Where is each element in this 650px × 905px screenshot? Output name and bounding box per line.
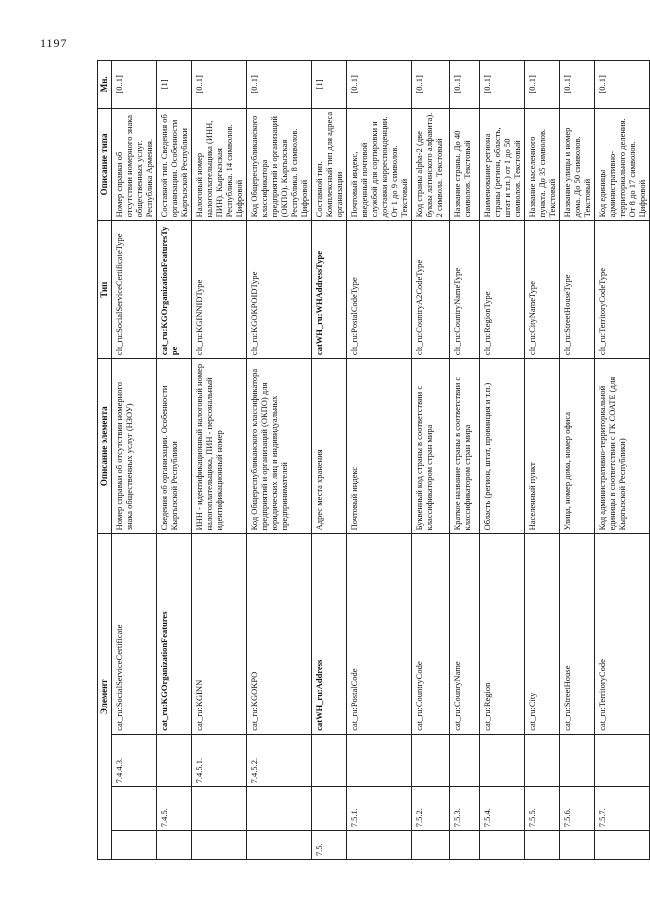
element-description: Сведения об организации. Особенности Кыргызской Республики [156,359,191,534]
type-name: catWH_ru:WHAddressType [311,221,346,359]
number-level-1 [560,831,595,860]
table-row [595,61,650,860]
type-name: clt_ru:CityNameType [525,221,560,359]
element-description: Код административно-территориальной единицы в соответствии с ГК СОАТЕ (для Кыргызской Республики) [595,359,650,534]
element-description: Код Общереспубликанского классификатора предприятий и организаций (ОКПО) для юридических лиц и индивидуальных предпринимателей [246,359,311,534]
table-row [156,61,191,860]
number-level-3: 7.4.5.2. [246,734,311,787]
multiplicity: [0..1] [191,61,246,109]
number-level-2 [246,787,311,831]
type-description: Код страны alpha-2 (две буквы латинского алфавита). 2 символа. Текстовый [412,108,450,221]
element-description: ИНН - идентификационный налоговый номер налогоплательщика, ПИН - персональный идентификационный номер [191,359,246,534]
number-level-1 [525,831,560,860]
number-level-3: 7.4.4.3. [111,734,156,787]
number-level-1 [595,831,650,860]
element-description: Населенный пункт [525,359,560,534]
number-level-3 [311,734,346,787]
element-description: Буквенный код страны в соответствии с классификатором стран мира [412,359,450,534]
table-row [560,61,595,860]
multiplicity: [0..1] [246,61,311,109]
type-name: clt_ru:KGINNIDType [191,221,246,359]
table-row [480,61,525,860]
number-level-3 [156,734,191,787]
element-name: cat_ru:PostalCode [346,534,411,734]
type-description: Составной тип. Сведения об организации. Особенности Кыргызской Республики [156,108,191,221]
number-level-2: 7.5.3. [450,787,480,831]
number-level-3 [480,734,525,787]
type-description: Почтовый индекс, введенный почтовой службой для сортировки и доставки корреспонденции. От 1 до 9 символов. Текстовый [346,108,411,221]
element-name: cat_ru:TerritoryCode [595,534,650,734]
table-row [450,61,480,860]
page-number: 1197 [40,36,68,50]
table-row [346,61,411,860]
multiplicity: [0..1] [346,61,411,109]
number-level-3 [525,734,560,787]
header-multiplicity: Мн. [98,61,112,109]
number-level-2 [191,787,246,831]
multiplicity: [0..1] [480,61,525,109]
element-name: cat_ru:City [525,534,560,734]
element-table [97,60,650,860]
element-name: catWH_ru:Address [311,534,346,734]
type-name: clt_ru:SocialServiceCertificateType [111,221,156,359]
type-name: clt_ru:KGOKPOIDType [246,221,311,359]
header-type-description: Описание типа [98,108,112,221]
number-level-1 [480,831,525,860]
element-name: cat_ru:KGOrganizationFeatures [156,534,191,734]
table-row [246,61,311,860]
type-description: Составной тип. Комплексный тип для адреса организации [311,108,346,221]
number-level-2: 7.4.5. [156,787,191,831]
number-level-2: 7.5.5. [525,787,560,831]
type-name: clt_ru:TerritoryCodeType [595,221,650,359]
table-header-row [98,61,112,860]
header-element-description: Описание элемента [98,359,112,534]
number-level-3 [595,734,650,787]
element-name: cat_ru:StreetHouse [560,534,595,734]
number-level-2: 7.5.2. [412,787,450,831]
type-description: Название страны. До 40 символов. Текстовый [450,108,480,221]
number-level-1 [191,831,246,860]
header-element: Элемент [98,534,112,860]
type-description: Название населенного пункта. До 35 символов. Текстовый [525,108,560,221]
element-name: cat_ru:CounryName [450,534,480,734]
type-description: Код Общереспубликанского классификатора предприятий и организаций (ОКПО). Кыргызская Республика. 8 символов. Цифровой [246,108,311,221]
multiplicity: [0..1] [111,61,156,109]
multiplicity: [0..1] [450,61,480,109]
number-level-3 [412,734,450,787]
type-description: Номер справки об отсутствии номерного знака общественных услуг. Республика Армения. [111,108,156,221]
type-description: Код единицы административно-территориального деления. От 8 до 17 символов. Цифровой [595,108,650,221]
number-level-2 [311,787,346,831]
number-level-1 [156,831,191,860]
number-level-1 [412,831,450,860]
number-level-3 [560,734,595,787]
multiplicity: [0..1] [525,61,560,109]
number-level-3 [450,734,480,787]
element-description: Область (регион, штат, провинция и т.п.) [480,359,525,534]
type-name: clt_ru:PostalCodeType [346,221,411,359]
number-level-2 [111,787,156,831]
multiplicity: [0..1] [560,61,595,109]
element-description: Адрес места хранения [311,359,346,534]
element-description: Краткое название страны в соответствии с классификатором стран мира [450,359,480,534]
table-row [412,61,450,860]
number-level-1: 7.5. [311,831,346,860]
type-name: clt_ru:CountryNameType [450,221,480,359]
element-name: cat_ru:CountryCode [412,534,450,734]
table-row [525,61,560,860]
table-row [111,61,156,860]
number-level-1 [346,831,411,860]
multiplicity: [0..1] [595,61,650,109]
number-level-3 [346,734,411,787]
type-description: Название улицы и номер дома. До 50 символов. Текстовый [560,108,595,221]
multiplicity: [0..1] [412,61,450,109]
multiplicity: [1] [311,61,346,109]
element-name: cat_ru:KGINN [191,534,246,734]
type-name: clt_ru:StreetHouseType [560,221,595,359]
element-name: cat_ru:SocialServiceCertificate [111,534,156,734]
type-name: clt_ru:RegionType [480,221,525,359]
number-level-2: 7.5.7. [595,787,650,831]
element-description: Почтовый индекс [346,359,411,534]
number-level-2: 7.5.4. [480,787,525,831]
type-description: Налоговый номер налогоплательщика (ИНН, ПИН). Кыргызская Республика. 14 символов. Цифровой [191,108,246,221]
element-name: cat_ru:Region [480,534,525,734]
number-level-1 [450,831,480,860]
table-row [311,61,346,860]
number-level-1 [246,831,311,860]
element-description: Номер справки об отсутствии номерного знака общественных услуг (НЗОУ) [111,359,156,534]
number-level-1 [111,831,156,860]
element-description: Улица, номер дома, номер офиса [560,359,595,534]
type-description: Наименование региона страны (регион, область, штат и т.п.) от 1 до 50 символов. Текстовый [480,108,525,221]
type-name: clt_ru:CountryA2CodeType [412,221,450,359]
number-level-2: 7.5.6. [560,787,595,831]
element-name: cat_ru:KGOKPO [246,534,311,734]
number-level-3: 7.4.5.1. [191,734,246,787]
table-row [191,61,246,860]
multiplicity: [1] [156,61,191,109]
type-name: cat_ru:KGOrganizationFeaturesType [156,221,191,359]
number-level-2: 7.5.1. [346,787,411,831]
header-type: Тип [98,221,112,359]
